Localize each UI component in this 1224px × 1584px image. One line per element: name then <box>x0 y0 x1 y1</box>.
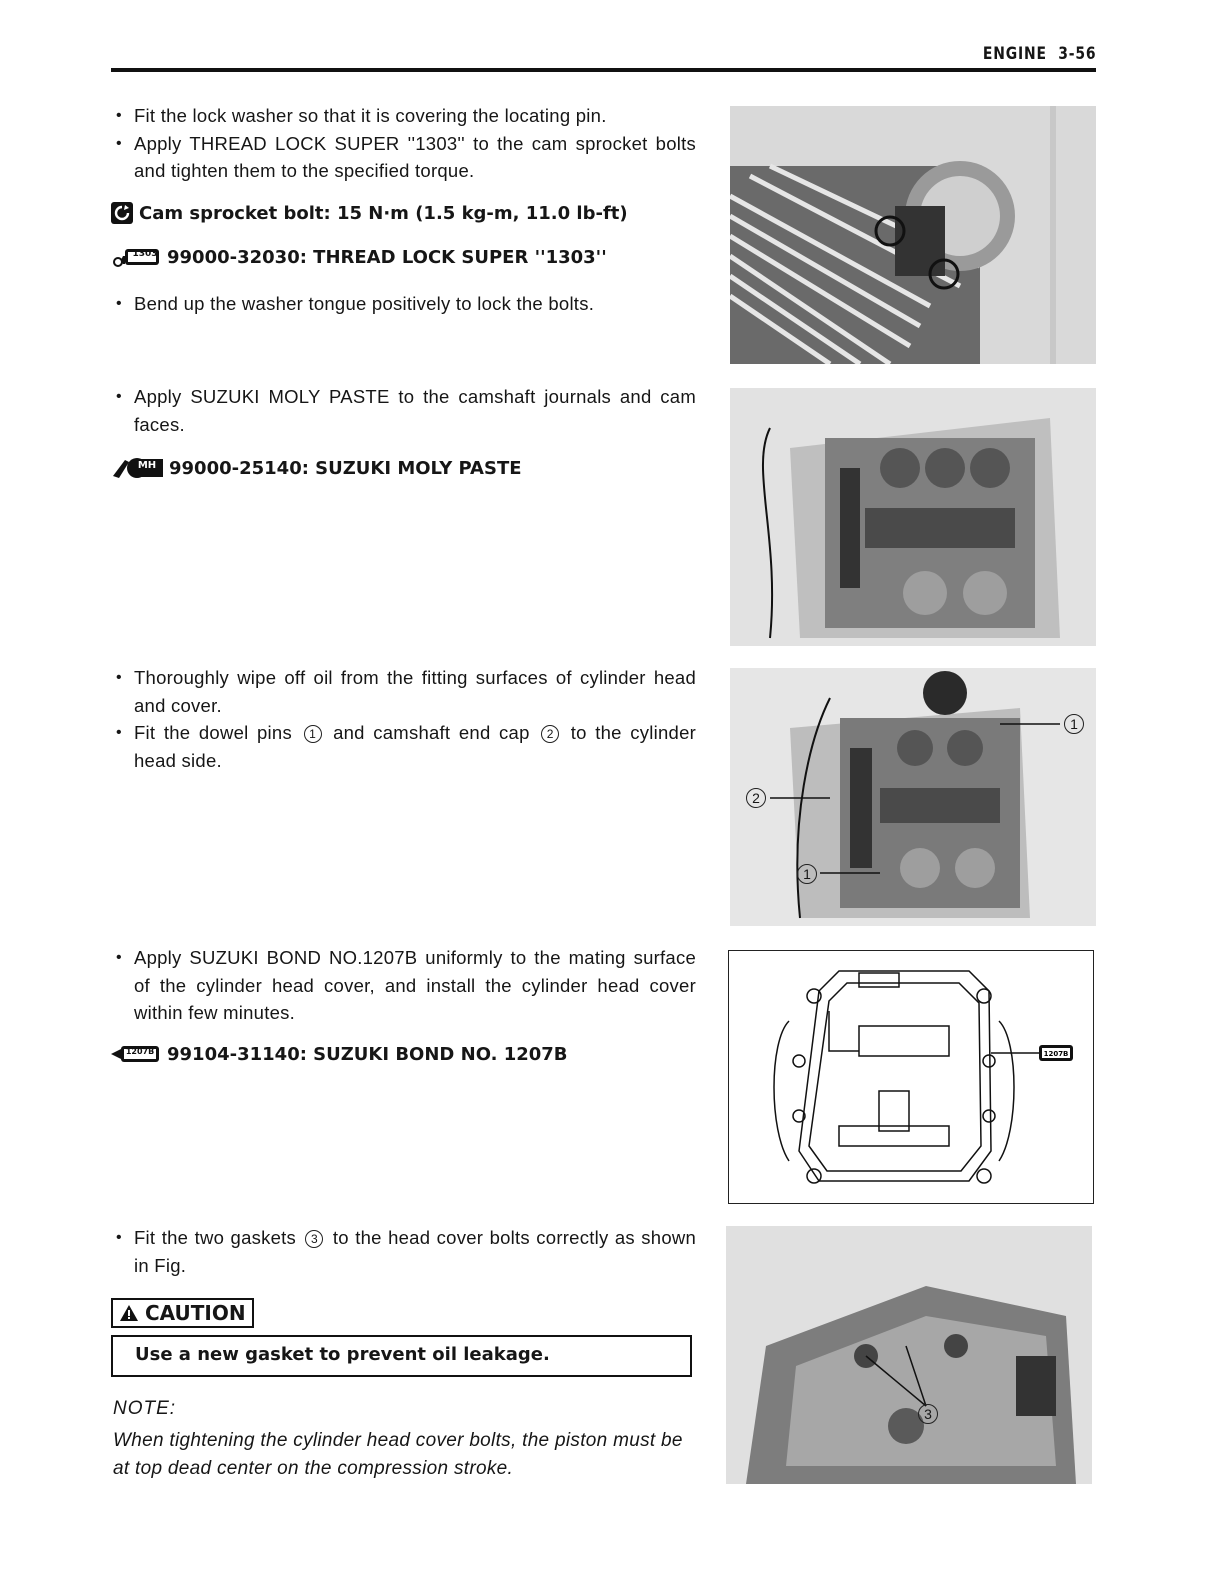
tool-spec-bond <box>111 1043 568 1065</box>
photo-cam-sprocket <box>730 106 1096 364</box>
caution-label-text: CAUTION <box>145 1301 246 1325</box>
tool-spec-moly-paste-text: 99000-25140: SUZUKI MOLY PASTE <box>169 457 522 479</box>
figure-head-cover-diagram <box>728 950 1094 1204</box>
callout-2: 2 <box>746 788 766 808</box>
bullet-moly-paste: • Apply SUZUKI MOLY PASTE to the camshaft journals and cam faces. <box>111 383 696 438</box>
tool-spec-bond-text: 99104-31140: SUZUKI BOND NO. 1207B <box>167 1043 568 1065</box>
bullet-wipe-oil: • Thoroughly wipe off oil from the fitting surfaces of cylinder head and cover. <box>111 664 696 719</box>
bullet-thread-lock: • Apply THREAD LOCK SUPER ''1303'' to the cam sprocket bolts and tighten them to the specified torque. <box>111 130 696 185</box>
tool-badge-1207b: 1207B <box>125 1047 155 1056</box>
photo-camshaft-journals <box>730 388 1096 646</box>
photo-dowel-pins <box>730 668 1096 926</box>
note-text: When tightening the cylinder head cover bolts, the piston must be at top dead center on the compression stroke. <box>113 1430 683 1479</box>
callout-1-top: 1 <box>1064 714 1084 734</box>
page-number: 3-56 <box>1057 44 1096 64</box>
bullet-dowel-text-a: Fit the dowel pins <box>134 722 292 743</box>
bullet-bend-washer: • Bend up the washer tongue positively to lock the bolts. <box>111 290 696 318</box>
section-title: ENGINE <box>982 44 1047 64</box>
caution-message-box <box>111 1335 692 1377</box>
page-header <box>983 44 1096 64</box>
caution-message: Use a new gasket to prevent oil leakage. <box>135 1344 550 1365</box>
note-title: NOTE: <box>113 1398 177 1419</box>
bullet-gaskets-text-a: Fit the two gaskets <box>134 1227 297 1248</box>
bullet-gaskets-text-b: to the head cover bolts correctly as shown in Fig. <box>134 1227 697 1276</box>
block-bond <box>111 944 696 1027</box>
header-rule <box>111 68 1096 72</box>
block-gaskets <box>111 1224 696 1279</box>
bullet-lock-washer: • Fit the lock washer so that it is covering the locating pin. <box>111 102 696 130</box>
warning-triangle-icon <box>119 1304 139 1322</box>
torque-wrench-icon <box>111 202 133 224</box>
diagram-bond-badge: 1207B <box>1043 1050 1069 1058</box>
bullet-dowel-text-c: to the cylinder head side. <box>134 722 697 771</box>
head-cover-drawing <box>729 951 1095 1205</box>
callout-1-bottom: 1 <box>797 864 817 884</box>
bullet-gaskets <box>111 1224 696 1279</box>
bullet-dowel-pins <box>111 719 696 774</box>
tool-badge-1303: 1303 <box>132 249 158 259</box>
ref-number-3: 3 <box>305 1230 323 1248</box>
callout-3: 3 <box>918 1404 938 1424</box>
torque-spec-text: Cam sprocket bolt: 15 N·m (1.5 kg-m, 11.0 lb-ft) <box>139 202 628 224</box>
bullet-dowel-text-b: and camshaft end cap <box>333 722 530 743</box>
tool-spec-thread-lock <box>111 246 607 268</box>
ref-number-2: 2 <box>541 725 559 743</box>
torque-spec <box>111 202 628 224</box>
block-bend-washer <box>111 290 696 318</box>
bullet-bond: • Apply SUZUKI BOND NO.1207B uniformly to the mating surface of the cylinder head cover, and install the cylinder head cover within few minutes. <box>111 944 696 1027</box>
block-dowel-pins <box>111 664 696 774</box>
caution-label <box>111 1298 254 1328</box>
tool-spec-thread-lock-text: 99000-32030: THREAD LOCK SUPER ''1303'' <box>167 246 607 268</box>
block-moly-paste <box>111 383 696 438</box>
tool-badge-mh: MH <box>137 460 157 471</box>
block-cam-sprocket <box>111 102 696 185</box>
tool-spec-moly-paste <box>111 456 522 480</box>
photo-head-cover-gaskets <box>726 1226 1092 1484</box>
ref-number-1: 1 <box>304 725 322 743</box>
